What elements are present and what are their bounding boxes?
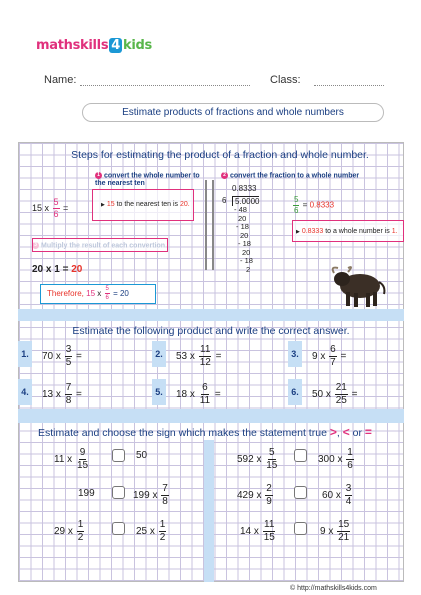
step-2-marker: 2 xyxy=(221,172,228,179)
worksheet-title: Estimate products of fractions and whole numbers xyxy=(82,103,384,122)
answer-box[interactable] xyxy=(294,486,307,499)
problem-number: 3. xyxy=(288,341,302,367)
comparison-left: 592 x $\frac{5}{15}$ xyxy=(237,447,278,471)
buffalo-illustration xyxy=(330,262,390,308)
answer-box[interactable] xyxy=(112,449,125,462)
answer-box[interactable] xyxy=(112,486,125,499)
comparison-left: 14 x $\frac{11}{15}$ xyxy=(240,519,275,543)
divider-band-1 xyxy=(18,309,404,321)
logo-text-c: kids xyxy=(123,38,152,53)
example-expression: 15 x $\frac{5}{6}$ = xyxy=(32,197,69,219)
problem-expression: 50 x $\frac{21}{25}$ = xyxy=(312,382,358,406)
logo-text-a: mathskills xyxy=(36,38,109,53)
footer-url: © http://mathskills4kids.com xyxy=(290,585,377,592)
logo-text-b: 4 xyxy=(111,38,121,53)
problem-expression: 13 x $\frac{7}{8}$ = xyxy=(42,382,82,406)
step-1-marker: 1 xyxy=(95,172,102,179)
name-field[interactable] xyxy=(80,85,250,86)
separator-bar-2 xyxy=(212,180,214,270)
comparison-left: 29 x $\frac{1}{2}$ xyxy=(54,519,84,543)
step-1-label: 1 convert the whole number to the nearest ten xyxy=(95,172,200,188)
answer-box[interactable] xyxy=(112,522,125,535)
multiply-line: 20 x 1 = 20 xyxy=(32,264,83,275)
fraction-decimal: $\frac{5}{6}$ = 0.8333 xyxy=(294,195,335,215)
separator-bar-1 xyxy=(205,180,207,270)
class-field[interactable] xyxy=(314,85,384,86)
problem-number: 2. xyxy=(152,341,166,367)
problem-expression: 9 x $\frac{6}{7}$ = xyxy=(312,344,347,368)
comparison-left: 429 x $\frac{2}{9}$ xyxy=(237,483,272,507)
problem-number: 5. xyxy=(152,379,166,405)
answer-box[interactable] xyxy=(294,522,307,535)
therefore-box: Therefore, 15 x $\frac{5}{6}$ = 20 xyxy=(40,284,156,304)
logo xyxy=(36,38,152,54)
section2-title: Estimate the following product and write the correct answer. xyxy=(72,325,350,337)
step-3-box xyxy=(32,238,168,252)
step-2-label: 2 convert the fraction to a whole number xyxy=(221,172,391,180)
comparison-right: 9 x $\frac{15}{21}$ xyxy=(320,519,350,543)
class-label: Class: xyxy=(270,74,301,86)
section3-title: Estimate and choose the sign which makes the statement true >, < or = xyxy=(38,425,372,439)
division-steps: - 48 20 - 18 20 - 18 20 - 18 2 xyxy=(234,205,253,274)
answer-box[interactable] xyxy=(294,449,307,462)
division-dividend: 5.0000 xyxy=(232,196,259,206)
problem-expression: 53 x $\frac{11}{12}$ = xyxy=(176,344,222,368)
name-label: Name: xyxy=(44,74,77,86)
divider-band-2 xyxy=(18,409,404,423)
steps-title: Steps for estimating the product of a fraction and whole number. xyxy=(71,149,369,161)
division-quotient: 0.8333 xyxy=(232,184,257,193)
problem-number: 1. xyxy=(18,341,32,367)
comparison-right: 50 xyxy=(136,450,148,461)
problem-number: 6. xyxy=(288,379,302,405)
comparison-left: 11 x $\frac{9}{15}$ xyxy=(54,447,89,471)
comparison-right: 300 x $\frac{1}{6}$ xyxy=(318,447,353,471)
problem-expression: 70 x $\frac{3}{5}$ = xyxy=(42,344,82,368)
problem-number: 4. xyxy=(18,379,32,405)
problem-expression: 18 x $\frac{6}{11}$ = xyxy=(176,382,221,406)
round-note: ▶ 15 to the nearest ten is 20. xyxy=(101,201,190,208)
division-divisor: 6 xyxy=(222,196,227,205)
comparison-right: 199 x $\frac{7}{8}$ xyxy=(133,483,168,507)
comparison-right: 25 x $\frac{1}{2}$ xyxy=(136,519,166,543)
to-whole-note: ▶ 0.8333 to a whole number is 1. xyxy=(296,228,398,235)
comparison-right: 60 x $\frac{3}{4}$ xyxy=(322,483,352,507)
divider-band-vertical xyxy=(204,440,214,582)
comparison-left: 199 xyxy=(78,488,95,499)
